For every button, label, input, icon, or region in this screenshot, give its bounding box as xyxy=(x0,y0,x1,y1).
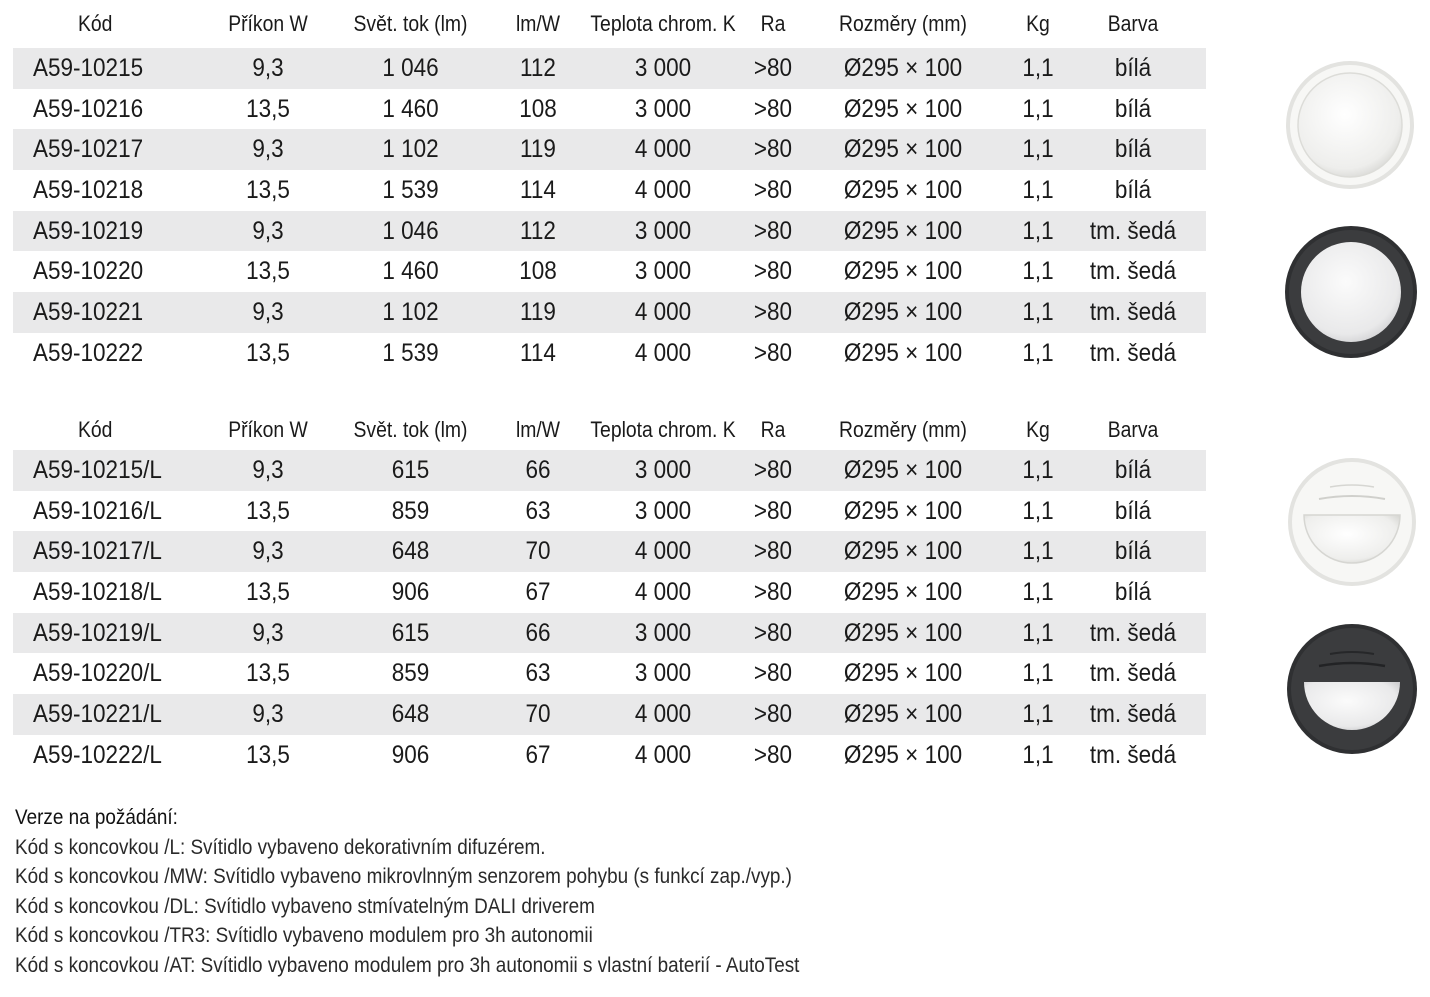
cell-color-temperature: 4 000 xyxy=(634,338,692,367)
cell-color: tm. šedá xyxy=(1089,618,1177,647)
cell-efficacy: 63 xyxy=(525,496,551,525)
table-row xyxy=(13,333,1206,374)
cell-color-temperature: 3 000 xyxy=(634,94,692,123)
cell-dimensions: Ø295 × 100 xyxy=(843,659,963,688)
cell-power: 13,5 xyxy=(246,496,290,525)
cell-luminous-flux: 615 xyxy=(391,455,430,484)
header-code: Kód xyxy=(78,11,113,36)
table-row xyxy=(13,653,1206,694)
cell-weight: 1,1 xyxy=(1022,257,1054,286)
cell-color: tm. šedá xyxy=(1089,338,1177,367)
cell-color-temperature: 3 000 xyxy=(634,455,692,484)
header-code: Kód xyxy=(78,417,113,442)
table-row xyxy=(13,694,1206,735)
cell-efficacy: 112 xyxy=(520,216,556,245)
cell-color-temperature: 4 000 xyxy=(634,297,692,326)
cell-color: bílá xyxy=(1114,577,1152,606)
note-line: Kód s koncovkou /MW: Svítidlo vybaveno mikrovlnným senzorem pohybu (s funkcí zap./vyp.) xyxy=(15,865,792,889)
cell-power: 13,5 xyxy=(246,338,290,367)
cell-dimensions: Ø295 × 100 xyxy=(843,257,963,286)
cell-color: tm. šedá xyxy=(1089,216,1177,245)
header-power: Příkon W xyxy=(228,11,308,36)
cell-dimensions: Ø295 × 100 xyxy=(843,53,963,82)
cell-luminous-flux: 906 xyxy=(391,740,430,769)
header-dimensions: Rozměry (mm) xyxy=(839,417,967,442)
cell-color-temperature: 4 000 xyxy=(634,699,692,728)
cell-dimensions: Ø295 × 100 xyxy=(843,338,963,367)
note-line: Kód s koncovkou /DL: Svítidlo vybaveno stmívatelným DALI driverem xyxy=(15,894,595,918)
cell-efficacy: 108 xyxy=(519,257,557,286)
note-line: Kód s koncovkou /AT: Svítidlo vybaveno modulem pro 3h autonomii s vlastní baterií - AutoTest xyxy=(15,953,800,977)
cell-code: A59-10215/L xyxy=(33,455,162,484)
cell-color: tm. šedá xyxy=(1089,659,1177,688)
cell-dimensions: Ø295 × 100 xyxy=(843,496,963,525)
cell-efficacy: 108 xyxy=(519,94,557,123)
cell-color: bílá xyxy=(1114,94,1152,123)
cell-code: A59-10216 xyxy=(33,94,144,123)
cell-code: A59-10222/L xyxy=(33,740,162,769)
cell-dimensions: Ø295 × 100 xyxy=(843,577,963,606)
cell-luminous-flux: 648 xyxy=(391,537,430,566)
cell-efficacy: 70 xyxy=(525,699,551,728)
notes-title: Verze na požádání: xyxy=(15,806,178,829)
table-row xyxy=(13,211,1206,252)
cell-power: 9,3 xyxy=(252,537,284,566)
cell-weight: 1,1 xyxy=(1022,699,1054,728)
cell-color-temperature: 3 000 xyxy=(634,257,692,286)
table-row xyxy=(13,170,1206,211)
cell-weight: 1,1 xyxy=(1022,53,1054,82)
cell-power: 9,3 xyxy=(252,216,284,245)
cell-power: 13,5 xyxy=(246,257,290,286)
cell-code: A59-10220/L xyxy=(33,659,162,688)
cell-dimensions: Ø295 × 100 xyxy=(843,94,963,123)
cell-luminous-flux: 859 xyxy=(391,496,430,525)
cell-code: A59-10218/L xyxy=(33,577,162,606)
cell-code: A59-10222 xyxy=(33,338,144,367)
cell-dimensions: Ø295 × 100 xyxy=(843,297,963,326)
table-row xyxy=(13,531,1206,572)
cell-code: A59-10217 xyxy=(33,135,144,164)
cell-efficacy: 67 xyxy=(525,740,551,769)
cell-weight: 1,1 xyxy=(1022,297,1054,326)
cell-color: bílá xyxy=(1114,53,1152,82)
cell-code: A59-10217/L xyxy=(33,537,162,566)
header-efficacy: lm/W xyxy=(515,11,561,36)
cell-color-temperature: 3 000 xyxy=(634,53,692,82)
cell-power: 9,3 xyxy=(252,618,284,647)
cell-code: A59-10219 xyxy=(33,216,144,245)
cell-power: 9,3 xyxy=(252,135,284,164)
round-dark-lamp-icon xyxy=(1283,224,1419,360)
cell-color: tm. šedá xyxy=(1089,297,1177,326)
cell-dimensions: Ø295 × 100 xyxy=(843,175,963,204)
cell-color-temperature: 3 000 xyxy=(634,216,692,245)
cell-weight: 1,1 xyxy=(1022,175,1054,204)
cell-weight: 1,1 xyxy=(1022,740,1054,769)
cell-efficacy: 67 xyxy=(525,577,551,606)
cell-efficacy: 66 xyxy=(525,618,551,647)
cell-cri: >80 xyxy=(753,618,793,647)
cell-cri: >80 xyxy=(753,699,793,728)
cell-weight: 1,1 xyxy=(1022,618,1054,647)
cell-luminous-flux: 1 460 xyxy=(382,94,439,123)
cell-weight: 1,1 xyxy=(1022,94,1054,123)
cell-cri: >80 xyxy=(753,455,793,484)
cell-luminous-flux: 906 xyxy=(391,577,430,606)
cell-dimensions: Ø295 × 100 xyxy=(843,455,963,484)
cell-dimensions: Ø295 × 100 xyxy=(843,618,963,647)
cell-color: bílá xyxy=(1114,455,1152,484)
table-row xyxy=(13,48,1206,89)
cell-cri: >80 xyxy=(753,53,793,82)
product-table-diffuser xyxy=(13,410,1206,776)
cell-weight: 1,1 xyxy=(1022,537,1054,566)
cell-luminous-flux: 1 102 xyxy=(382,135,439,164)
cell-cri: >80 xyxy=(753,94,793,123)
header-color: Barva xyxy=(1107,11,1159,36)
cell-luminous-flux: 1 102 xyxy=(382,297,439,326)
cell-luminous-flux: 859 xyxy=(391,659,430,688)
cell-power: 13,5 xyxy=(246,94,290,123)
table-row xyxy=(13,292,1206,333)
note-line: Kód s koncovkou /L: Svítidlo vybaveno dekorativním difuzérem. xyxy=(15,835,546,859)
header-color: Barva xyxy=(1107,417,1159,442)
cell-dimensions: Ø295 × 100 xyxy=(843,699,963,728)
cell-color: bílá xyxy=(1114,175,1152,204)
header-color-temperature: Teplota chrom. K xyxy=(590,11,736,36)
cell-power: 9,3 xyxy=(252,699,284,728)
cell-efficacy: 66 xyxy=(525,455,551,484)
cell-cri: >80 xyxy=(753,740,793,769)
dark-lamp-with-decorative-diffuser-icon xyxy=(1285,622,1419,756)
cell-cri: >80 xyxy=(753,257,793,286)
cell-color: bílá xyxy=(1114,496,1152,525)
header-luminous-flux: Svět. tok (lm) xyxy=(353,11,468,36)
table-row xyxy=(13,572,1206,613)
table-row xyxy=(13,735,1206,776)
cell-code: A59-10221/L xyxy=(33,699,162,728)
cell-efficacy: 114 xyxy=(520,175,556,204)
note-line: Kód s koncovkou /TR3: Svítidlo vybaveno modulem pro 3h autonomii xyxy=(15,924,593,948)
cell-power: 9,3 xyxy=(252,297,284,326)
cell-code: A59-10221 xyxy=(33,297,144,326)
cell-color: tm. šedá xyxy=(1089,257,1177,286)
cell-luminous-flux: 1 539 xyxy=(382,175,439,204)
cell-luminous-flux: 648 xyxy=(391,699,430,728)
cell-color-temperature: 4 000 xyxy=(634,537,692,566)
cell-luminous-flux: 1 046 xyxy=(382,53,439,82)
cell-cri: >80 xyxy=(753,577,793,606)
cell-efficacy: 119 xyxy=(520,135,556,164)
cell-color-temperature: 4 000 xyxy=(634,740,692,769)
cell-weight: 1,1 xyxy=(1022,577,1054,606)
cell-weight: 1,1 xyxy=(1022,659,1054,688)
cell-cri: >80 xyxy=(753,496,793,525)
cell-cri: >80 xyxy=(753,216,793,245)
order-variants-notes xyxy=(15,803,887,981)
cell-color: bílá xyxy=(1114,135,1152,164)
cell-code: A59-10215 xyxy=(33,53,144,82)
table-header-row xyxy=(13,410,1206,450)
cell-weight: 1,1 xyxy=(1022,338,1054,367)
cell-color: tm. šedá xyxy=(1089,699,1177,728)
product-table-standard xyxy=(13,0,1206,374)
cell-cri: >80 xyxy=(753,537,793,566)
table-row xyxy=(13,89,1206,130)
cell-code: A59-10218 xyxy=(33,175,144,204)
cell-efficacy: 70 xyxy=(525,537,551,566)
cell-color: tm. šedá xyxy=(1089,740,1177,769)
cell-power: 13,5 xyxy=(246,577,290,606)
header-dimensions: Rozměry (mm) xyxy=(839,11,967,36)
round-white-lamp-icon xyxy=(1283,58,1417,192)
cell-code: A59-10220 xyxy=(33,257,144,286)
cell-power: 9,3 xyxy=(252,455,284,484)
cell-efficacy: 119 xyxy=(520,297,556,326)
table-row xyxy=(13,613,1206,654)
cell-power: 13,5 xyxy=(246,740,290,769)
cell-weight: 1,1 xyxy=(1022,135,1054,164)
table-row xyxy=(13,251,1206,292)
cell-luminous-flux: 615 xyxy=(391,618,430,647)
cell-color-temperature: 4 000 xyxy=(634,135,692,164)
cell-color: bílá xyxy=(1114,537,1152,566)
cell-dimensions: Ø295 × 100 xyxy=(843,537,963,566)
cell-dimensions: Ø295 × 100 xyxy=(843,135,963,164)
cell-luminous-flux: 1 539 xyxy=(382,338,439,367)
cell-cri: >80 xyxy=(753,659,793,688)
cell-dimensions: Ø295 × 100 xyxy=(843,740,963,769)
table-row xyxy=(13,450,1206,491)
header-cri: Ra xyxy=(760,417,786,442)
cell-weight: 1,1 xyxy=(1022,216,1054,245)
cell-efficacy: 63 xyxy=(525,659,551,688)
table-row xyxy=(13,129,1206,170)
table-header-row xyxy=(13,0,1206,48)
header-power: Příkon W xyxy=(228,417,308,442)
cell-cri: >80 xyxy=(753,175,793,204)
header-cri: Ra xyxy=(760,11,786,36)
table-body xyxy=(13,48,1206,374)
cell-cri: >80 xyxy=(753,297,793,326)
cell-color-temperature: 3 000 xyxy=(634,496,692,525)
cell-cri: >80 xyxy=(753,338,793,367)
cell-cri: >80 xyxy=(753,135,793,164)
cell-power: 13,5 xyxy=(246,175,290,204)
cell-efficacy: 114 xyxy=(520,338,556,367)
header-weight: Kg xyxy=(1026,417,1050,442)
white-lamp-with-decorative-diffuser-icon xyxy=(1285,455,1419,589)
cell-color-temperature: 4 000 xyxy=(634,175,692,204)
cell-color-temperature: 3 000 xyxy=(634,659,692,688)
cell-luminous-flux: 1 460 xyxy=(382,257,439,286)
cell-power: 9,3 xyxy=(252,53,284,82)
cell-code: A59-10219/L xyxy=(33,618,162,647)
header-efficacy: lm/W xyxy=(515,417,561,442)
cell-power: 13,5 xyxy=(246,659,290,688)
cell-weight: 1,1 xyxy=(1022,496,1054,525)
header-weight: Kg xyxy=(1026,11,1050,36)
cell-efficacy: 112 xyxy=(520,53,556,82)
cell-color-temperature: 4 000 xyxy=(634,577,692,606)
table-row xyxy=(13,491,1206,532)
cell-color-temperature: 3 000 xyxy=(634,618,692,647)
cell-weight: 1,1 xyxy=(1022,455,1054,484)
cell-dimensions: Ø295 × 100 xyxy=(843,216,963,245)
cell-luminous-flux: 1 046 xyxy=(382,216,439,245)
header-color-temperature: Teplota chrom. K xyxy=(590,417,736,442)
cell-code: A59-10216/L xyxy=(33,496,162,525)
table-body xyxy=(13,450,1206,776)
header-luminous-flux: Svět. tok (lm) xyxy=(353,417,468,442)
